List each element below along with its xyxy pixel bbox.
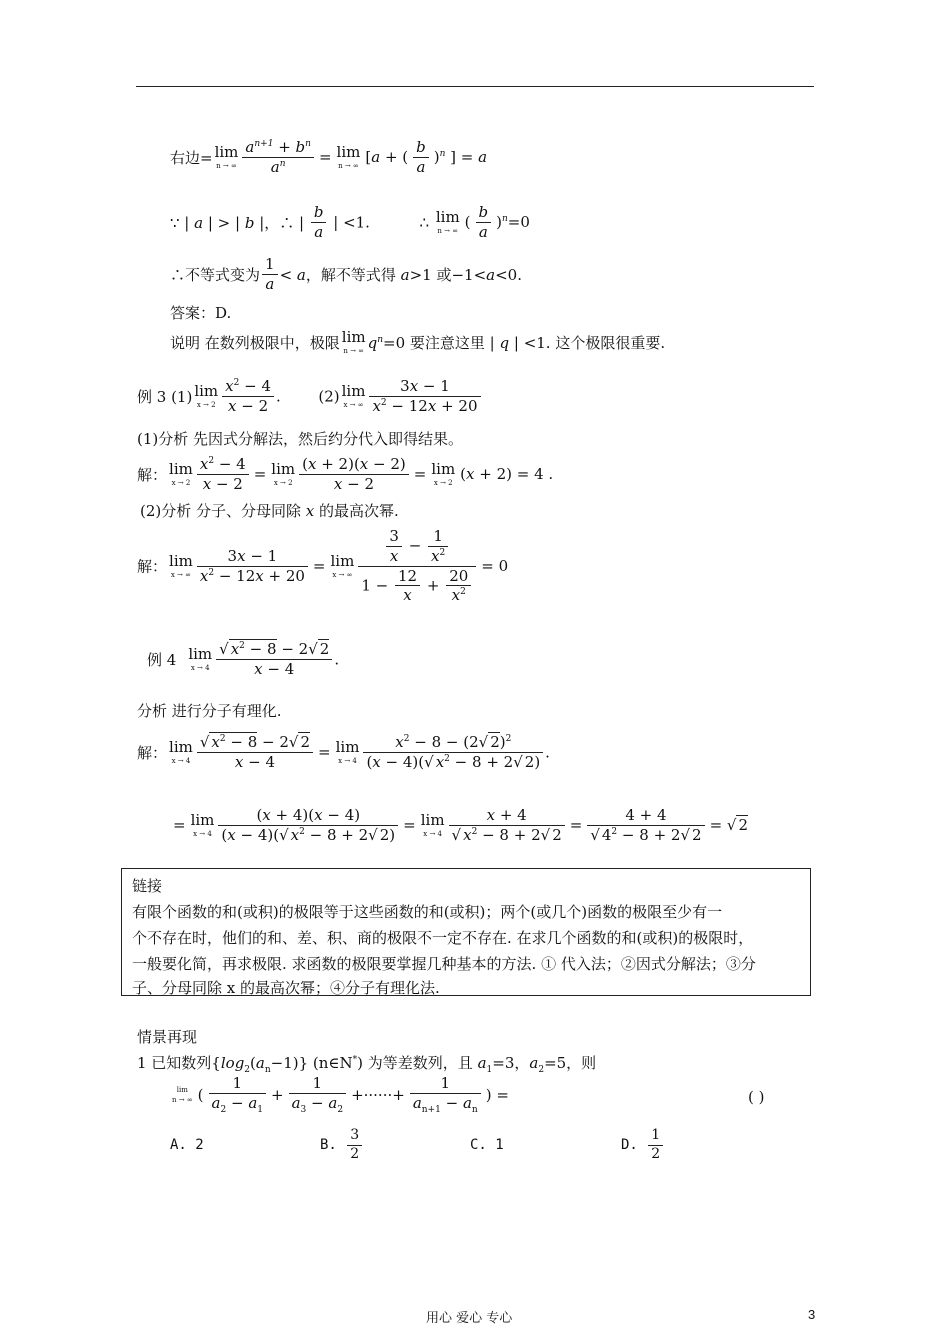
ex2-note: 说明 在数列极限中，极限 lim n → ∞ $q^n=0$ 要注意这里 | q | <1. 这个极限很重要. (170, 328, 666, 355)
header-rule (136, 86, 814, 87)
page-number: 3 (808, 1307, 816, 1322)
ex2-ineq-line: ∴不等式变为 $\frac{1}{a}$ < a，解不等式得 a>1 或−1<a<0. (170, 255, 522, 293)
link-box-title: 链接 (132, 877, 163, 895)
ex2-answer: 答案：D. (170, 304, 232, 322)
scene-question-1: 1 已知数列$\{\log_2(a_n-1)\}$ (n∈N*) 为等差数列，且 $a_1=3$，$a_2=5$，则 (137, 1054, 597, 1075)
answer-blank[interactable]: ( ) (748, 1088, 765, 1106)
link-box-line: 个不存在时，他们的和、差、积、商的极限不一定不存在. 在求几个函数的和(或积)的极限时， (132, 929, 754, 947)
option-a[interactable]: A. 2 (170, 1137, 204, 1153)
ex3-analysis2: (2)分析 分子、分母同除 x 的最高次幂. (140, 502, 399, 520)
ex3-analysis1: (1)分析 先因式分解法，然后约分代入即得结果。 (137, 430, 464, 448)
option-b[interactable]: B. $\frac{3}{2}$ (320, 1127, 364, 1163)
ex3-solution1: 解： lim x → 2 $\frac{x^2 - 4}{x - 2}$ = lim x → 2 $\frac{(x + 2)(x - 2)}{x - 2}$ = lim x → 2 (x + 2) = 4 . (137, 455, 554, 493)
link-box-line: 子、分母同除 x 的最高次幂；④分子有理化法. (132, 979, 440, 997)
ex4-solution-b: = lim x → 4 $\frac{(x + 4)(x - 4)}{(x - 4)(√ x^2 - 8 + 2√ 2)}$ = lim x → 4 $\frac{x + 4}{√ x^2 - 8 + 2√ 2}$ = $\frac{4 + 4}{√ 4^2 - 8 + 2√ 2}$ = √ 2 (173, 806, 749, 844)
link-box-line: 一般要化简，再求极限. 求函数的极限要掌握几种基本的方法. ① 代入法；②因式分解法；③分 (132, 955, 756, 973)
ex4-problem: 例 4 lim x → 4 $\frac{√ x^2 - 8 - 2√ 2}{x - 4}$ . (147, 640, 340, 678)
ex2-right-label: 右边= (170, 148, 213, 167)
ex3-problem: 例 3 (1) lim x → 2 $\frac{x^2 - 4}{x - 2}$ . (2) lim x → ∞ $\frac{3x - 1}{x^2 - 12x + 20}$ (137, 377, 483, 416)
ex3-solution2: 解： lim x → ∞ $\frac{3x - 1}{x^2 - 12x + 20}$ = lim x → ∞ $\frac{3}{x}$ − $\frac{1}{x^2}$ 1 − $\frac{12}{x}$ + $\frac{20}{x^2}$ = 0 (137, 527, 509, 605)
lim-symbol: lim n → ∞ (214, 142, 239, 170)
scene-question-1-expr: lim n → ∞ ( $\frac{1}{a_2 - a_1}$ + $\frac{1}{a_3 - a_2}$ +······+ $\frac{1}{a_{n+1} - a_n}$ ) = (172, 1074, 509, 1115)
ex2-because-line: ∵ | a | > | b |，∴ | $\frac{b}{a}$ | <1. ∴ lim n → ∞ ( $\frac{b}{a}$ )$^n$=0 (170, 203, 530, 241)
scene-title: 情景再现 (137, 1028, 198, 1046)
ex4-solution-a: 解： lim x → 4 $\frac{√ x^2 - 8 - 2√ 2}{x - 4}$ = lim x → 4 $\frac{x^2 - 8 - (2√ 2)^2}{(x - 4)(√ x^2 - 8 + 2√ 2)}$ . (137, 733, 550, 771)
ex2-right-line: 右边= lim n → ∞ $\frac{a^{n+1} + b^n}{a^n}$ = lim n → ∞ [a + ( $\frac{b}{a}$ )$^n$ ] = a (170, 138, 488, 176)
fraction: $\frac{a^{n+1} + b^n}{a^n}$ (242, 138, 314, 177)
option-d[interactable]: D. $\frac{1}{2}$ (621, 1127, 665, 1163)
option-c[interactable]: C. 1 (470, 1137, 504, 1153)
ex4-analysis: 分析 进行分子有理化. (137, 702, 282, 720)
link-box (121, 868, 811, 996)
link-box-line: 有限个函数的和(或积)的极限等于这些函数的和(或积)；两个(或几个)函数的极限至少有一 (132, 903, 723, 921)
footer-motto: 用心 爱心 专心 (426, 1311, 513, 1326)
